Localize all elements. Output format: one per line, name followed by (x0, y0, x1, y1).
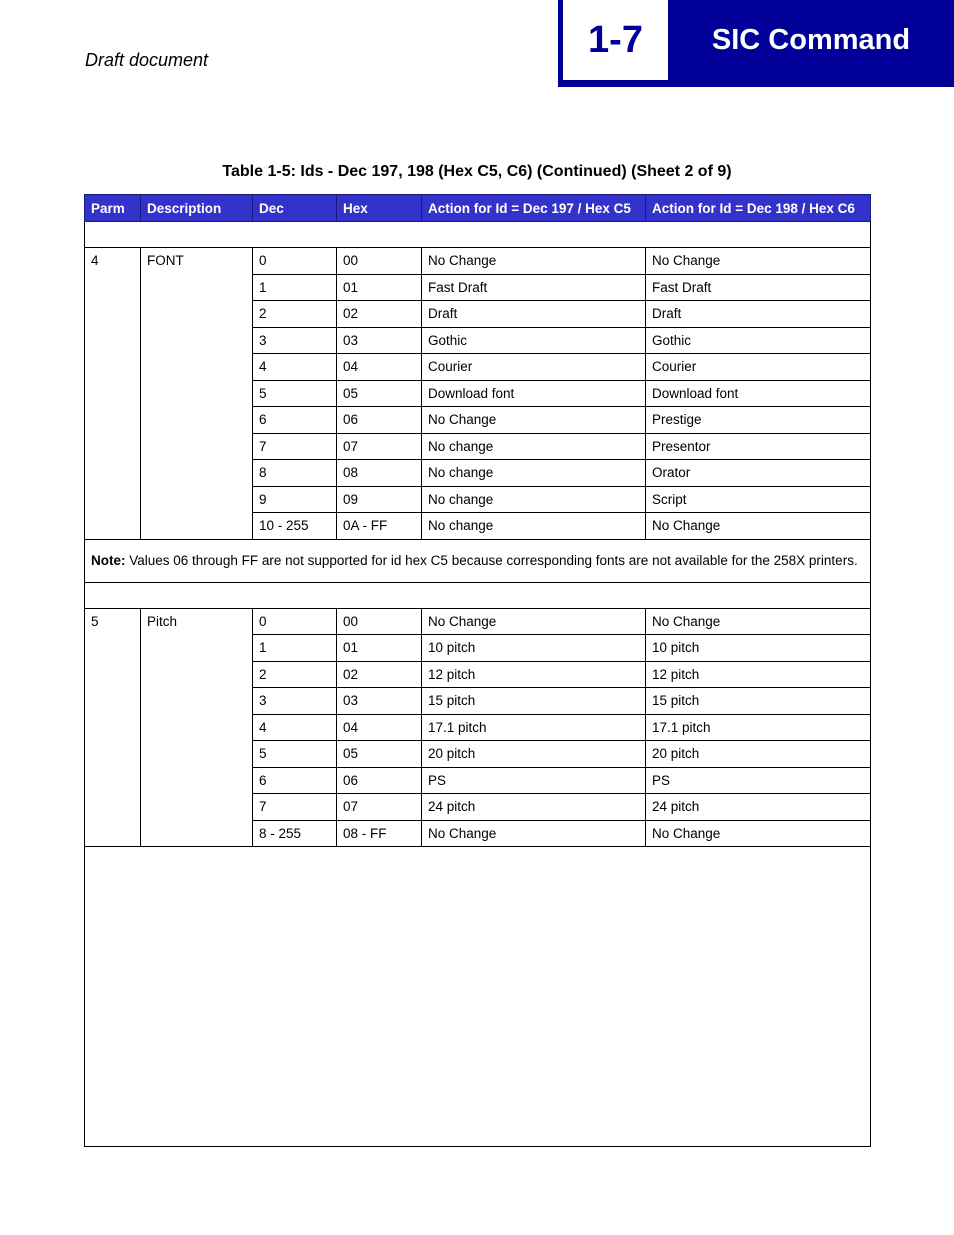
action-c5-cell: Fast Draft (422, 274, 646, 301)
dec-cell: 6 (253, 767, 337, 794)
column-header-hex: Hex (337, 195, 422, 222)
action-c6-cell: Download font (646, 380, 871, 407)
column-header-parm: Parm (85, 195, 141, 222)
action-c5-cell: Courier (422, 354, 646, 381)
action-c6-cell: No Change (646, 608, 871, 635)
dec-cell: 2 (253, 661, 337, 688)
action-c6-cell: No Change (646, 513, 871, 540)
action-c5-cell: No change (422, 513, 646, 540)
action-c5-cell: 10 pitch (422, 635, 646, 662)
hex-cell: 05 (337, 741, 422, 768)
hex-cell: 04 (337, 714, 422, 741)
action-c5-cell: 17.1 pitch (422, 714, 646, 741)
action-c5-cell: No change (422, 433, 646, 460)
note-cell (85, 539, 871, 582)
column-header-description: Description (141, 195, 253, 222)
dec-cell: 6 (253, 407, 337, 434)
note-label: Note: (91, 553, 126, 568)
action-c6-cell: Prestige (646, 407, 871, 434)
hex-cell: 01 (337, 635, 422, 662)
dec-cell: 10 - 255 (253, 513, 337, 540)
action-c6-cell: Script (646, 486, 871, 513)
spacer-row (85, 582, 871, 608)
hex-cell: 05 (337, 380, 422, 407)
action-c5-cell: 15 pitch (422, 688, 646, 715)
action-c5-cell: PS (422, 767, 646, 794)
draft-label: Draft document (85, 50, 209, 70)
hex-cell: 07 (337, 433, 422, 460)
hex-cell: 02 (337, 301, 422, 328)
action-c6-cell: No Change (646, 248, 871, 275)
dec-cell: 5 (253, 380, 337, 407)
chapter-title: SIC Command (711, 23, 911, 56)
action-c5-cell: No Change (422, 820, 646, 847)
action-c6-cell: PS (646, 767, 871, 794)
dec-cell: 3 (253, 688, 337, 715)
action-c6-cell: 12 pitch (646, 661, 871, 688)
action-c5-cell: 20 pitch (422, 741, 646, 768)
spacer-row (85, 222, 871, 248)
hex-cell: 01 (337, 274, 422, 301)
table-caption: Table 1-5: Ids - Dec 197, 198 (Hex C5, C6) (Continued) (Sheet 2 of 9) (222, 163, 732, 180)
dec-cell: 9 (253, 486, 337, 513)
hex-cell: 03 (337, 688, 422, 715)
action-c5-cell: 24 pitch (422, 794, 646, 821)
action-c6-cell: No Change (646, 820, 871, 847)
action-c5-cell: No change (422, 486, 646, 513)
description-cell: Pitch (141, 608, 253, 847)
hex-cell: 00 (337, 608, 422, 635)
action-c6-cell: Orator (646, 460, 871, 487)
dec-cell: 8 - 255 (253, 820, 337, 847)
dec-cell: 4 (253, 714, 337, 741)
dec-cell: 3 (253, 327, 337, 354)
table-row (85, 248, 871, 275)
action-c6-cell: Courier (646, 354, 871, 381)
description-cell: FONT (141, 248, 253, 540)
dec-cell: 2 (253, 301, 337, 328)
hex-cell: 06 (337, 767, 422, 794)
dec-cell: 4 (253, 354, 337, 381)
action-c6-cell: Draft (646, 301, 871, 328)
parm-cell: 4 (85, 248, 141, 540)
dec-cell: 0 (253, 608, 337, 635)
dec-cell: 0 (253, 248, 337, 275)
action-c6-cell: Fast Draft (646, 274, 871, 301)
action-c6-cell: Presentor (646, 433, 871, 460)
action-c5-cell: Download font (422, 380, 646, 407)
hex-cell: 03 (337, 327, 422, 354)
dec-cell: 7 (253, 794, 337, 821)
column-header-action-c5: Action for Id = Dec 197 / Hex C5 (422, 195, 646, 222)
dec-cell: 1 (253, 635, 337, 662)
action-c6-cell: 10 pitch (646, 635, 871, 662)
parm-cell: 5 (85, 608, 141, 847)
action-c5-cell: No Change (422, 608, 646, 635)
note-row (85, 539, 871, 582)
hex-cell: 09 (337, 486, 422, 513)
action-c6-cell: 24 pitch (646, 794, 871, 821)
chapter-number: 1-7 (563, 0, 668, 80)
action-c5-cell: Gothic (422, 327, 646, 354)
hex-cell: 0A - FF (337, 513, 422, 540)
action-c5-cell: 12 pitch (422, 661, 646, 688)
dec-cell: 8 (253, 460, 337, 487)
dec-cell: 5 (253, 741, 337, 768)
hex-cell: 08 (337, 460, 422, 487)
action-c6-cell: 15 pitch (646, 688, 871, 715)
table-row (85, 608, 871, 635)
action-c5-cell: Draft (422, 301, 646, 328)
hex-cell: 08 - FF (337, 820, 422, 847)
action-c5-cell: No Change (422, 248, 646, 275)
empty-area-row (85, 847, 871, 1147)
hex-cell: 07 (337, 794, 422, 821)
hex-cell: 04 (337, 354, 422, 381)
hex-cell: 02 (337, 661, 422, 688)
column-header-dec: Dec (253, 195, 337, 222)
action-c6-cell: 17.1 pitch (646, 714, 871, 741)
action-c6-cell: 20 pitch (646, 741, 871, 768)
hex-cell: 06 (337, 407, 422, 434)
dec-cell: 7 (253, 433, 337, 460)
ids-table (84, 194, 871, 1147)
action-c6-cell: Gothic (646, 327, 871, 354)
note-text: Values 06 through FF are not supported for id hex C5 because corresponding fonts are not available for the 258X printers. (125, 553, 858, 568)
action-c5-cell: No change (422, 460, 646, 487)
dec-cell: 1 (253, 274, 337, 301)
hex-cell: 00 (337, 248, 422, 275)
column-header-action-c6: Action for Id = Dec 198 / Hex C6 (646, 195, 871, 222)
table-header-row (85, 195, 871, 222)
action-c5-cell: No Change (422, 407, 646, 434)
